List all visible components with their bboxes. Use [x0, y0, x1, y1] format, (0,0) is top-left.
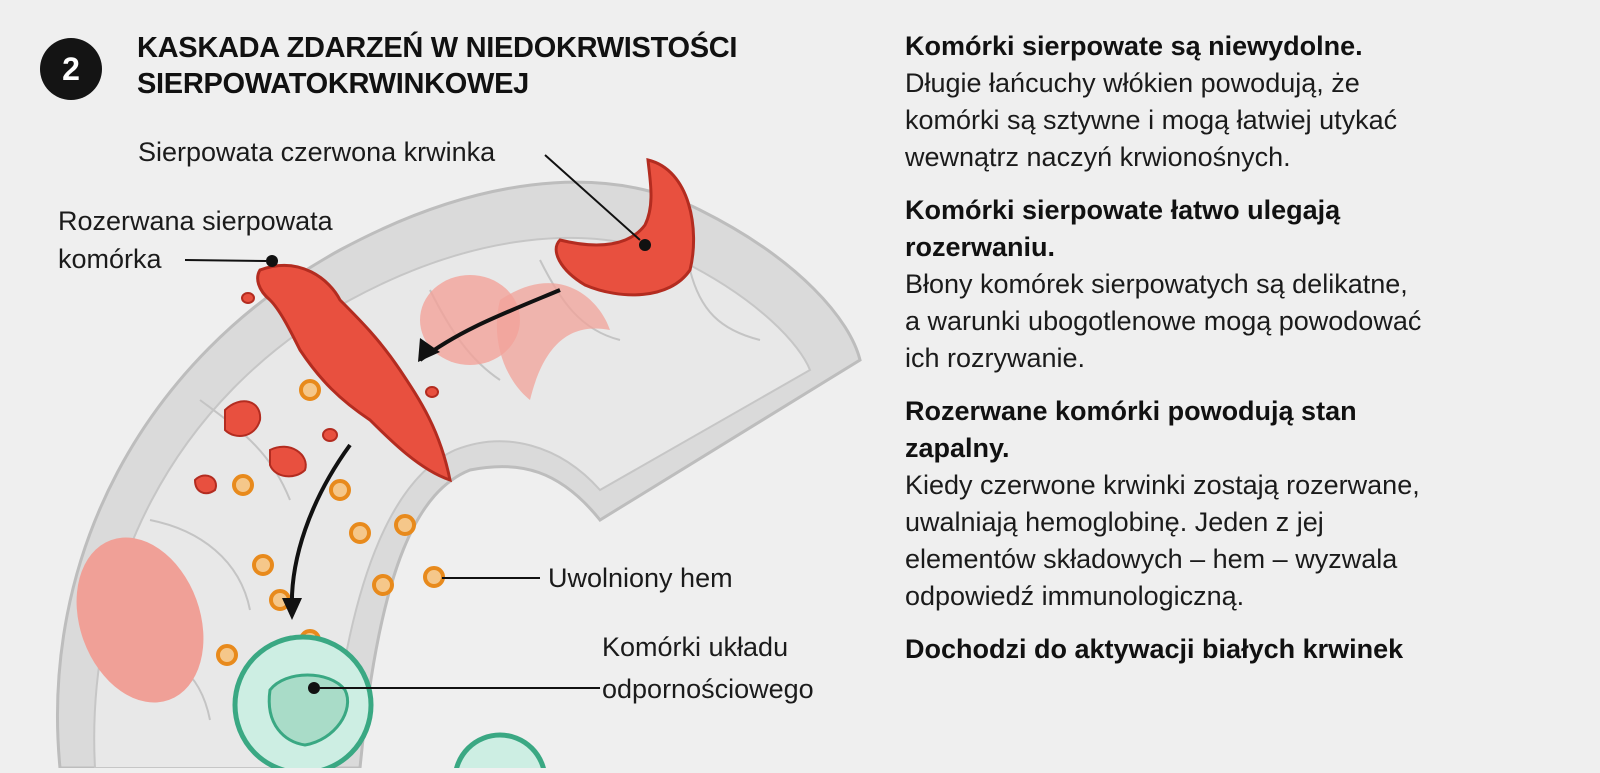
title-line-1: KASKADA ZDARZEŃ W NIEDOKRWISTOŚCI [137, 32, 738, 64]
section-body-line: uwalniają hemoglobinę. Jeden z jej [905, 507, 1324, 537]
section-body-line: Błony komórek sierpowatych są delikatne, [905, 269, 1408, 299]
section-body-line: odpowiedź immunologiczną. [905, 581, 1245, 611]
section-body-line: Kiedy czerwone krwinki zostają rozerwane, [905, 470, 1420, 500]
label-sickle-cell: Sierpowata czerwona krwinka [138, 137, 496, 167]
diagram-title [137, 30, 857, 102]
section-heading-line: rozerwaniu. [905, 232, 1056, 262]
section-heading-line: Dochodzi do aktywacji białych krwinek [905, 634, 1404, 664]
immune-cell-marker [308, 682, 320, 694]
label-ruptured-line-1: Rozerwana sierpowata [58, 206, 333, 236]
section-1 [905, 28, 1585, 176]
section-heading-line: Komórki sierpowate łatwo ulegają [905, 195, 1341, 225]
label-ruptured-line-2: komórka [58, 244, 162, 274]
sickle-cell-marker [639, 239, 651, 251]
section-2 [905, 192, 1585, 377]
section-body-line: wewnątrz naczyń krwionośnych. [905, 142, 1291, 172]
section-body-line: elementów składowych – hem – wyzwala [905, 544, 1398, 574]
section-body-line: komórki są sztywne i mogą łatwiej utykać [905, 105, 1398, 135]
title-line-2: SIERPOWATOKRWINKOWEJ [137, 68, 529, 100]
section-body-line: Długie łańcuchy włókien powodują, że [905, 68, 1360, 98]
immune-cell-2 [455, 735, 545, 768]
label-immune-line-2: odpornościowego [602, 674, 814, 704]
label-immune-line-1: Komórki układu [602, 632, 789, 662]
ruptured-cell-marker [266, 255, 278, 267]
section-heading-line: zapalny. [905, 433, 1010, 463]
section-4 [905, 631, 1585, 668]
section-3 [905, 393, 1585, 615]
label-heme: Uwolniony hem [548, 563, 733, 593]
description-panel [905, 28, 1585, 684]
step-number-badge: 2 [40, 38, 102, 100]
section-heading-line: Rozerwane komórki powodują stan [905, 396, 1357, 426]
section-body-line: a warunki ubogotlenowe mogą powodować [905, 306, 1422, 336]
section-heading-line: Komórki sierpowate są niewydolne. [905, 31, 1363, 61]
section-body-line: ich rozrywanie. [905, 343, 1086, 373]
